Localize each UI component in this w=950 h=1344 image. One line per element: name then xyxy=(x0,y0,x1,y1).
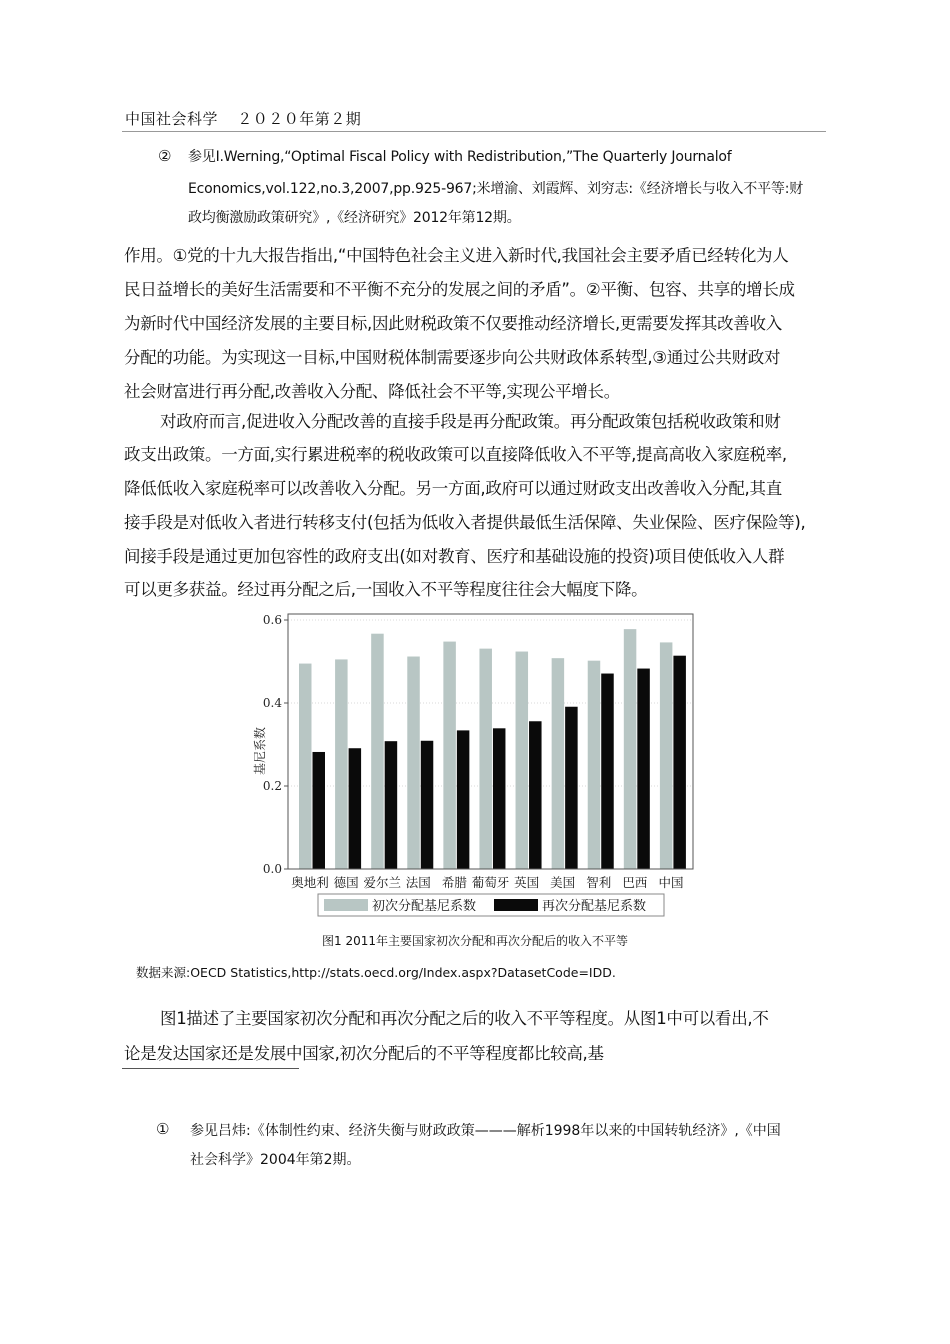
bar-secondary-10 xyxy=(673,656,686,869)
bar-secondary-5 xyxy=(493,728,506,869)
x-tick-label: 葡萄牙 xyxy=(471,875,510,890)
bar-primary-1 xyxy=(335,659,348,869)
x-tick-label: 英国 xyxy=(514,875,540,890)
para2-line-3: 降低低收入家庭税率可以改善收入分配。另一方面,政府可以通过财政支出改善收入分配,其直 xyxy=(124,479,782,498)
x-tick-label: 智利 xyxy=(586,875,612,890)
para1-line-1: 作用。①党的十九大报告指出,“中国特色社会主义进入新时代,我国社会主要矛盾已经转化为人 xyxy=(124,246,789,265)
y-tick-label: 0.4 xyxy=(262,696,282,710)
para2-line-4: 接手段是对低收入者进行转移支付(包括为低收入者提供最低生活保障、失业保险、医疗保险等), xyxy=(124,513,806,532)
footnote-top-mark: ② xyxy=(158,147,172,165)
bar-secondary-7 xyxy=(565,707,578,869)
bar-secondary-0 xyxy=(313,752,326,869)
para2-line-1: 对政府而言,促进收入分配改善的直接手段是再分配政策。再分配政策包括税收政策和财 xyxy=(160,412,781,431)
footnote-rule xyxy=(122,1068,299,1069)
para1-line-4: 分配的功能。为实现这一目标,中国财税体制需要逐步向公共财政体系转型,③通过公共财政对 xyxy=(124,348,781,367)
x-tick-label: 希腊 xyxy=(441,875,467,890)
journal-name: 中国社会科学 xyxy=(125,110,219,128)
bar-primary-2 xyxy=(371,634,384,869)
bar-primary-6 xyxy=(516,652,529,869)
y-tick-label: 0.2 xyxy=(262,779,282,793)
legend-swatch xyxy=(494,899,538,911)
para2-line-6: 可以更多获益。经过再分配之后,一国收入不平等程度往往会大幅度下降。 xyxy=(124,580,648,599)
bar-secondary-2 xyxy=(385,741,398,869)
bar-secondary-1 xyxy=(349,748,362,869)
bar-primary-8 xyxy=(588,661,601,869)
gini-bar-chart xyxy=(250,606,700,922)
x-tick-label: 巴西 xyxy=(622,875,648,890)
x-tick-label: 德国 xyxy=(333,875,359,890)
x-tick-label: 美国 xyxy=(550,875,576,890)
footnote-top-line-3: 政均衡激励政策研究》,《经济研究》2012年第12期。 xyxy=(188,210,521,226)
chart-legend xyxy=(318,894,664,916)
y-tick-label: 0.0 xyxy=(262,862,282,876)
y-tick-label: 0.6 xyxy=(262,613,282,627)
bar-primary-3 xyxy=(407,657,420,869)
bar-secondary-6 xyxy=(529,721,542,869)
para1-line-2: 民日益增长的美好生活需要和不平衡不充分的发展之间的矛盾”。②平衡、包容、共享的增长成 xyxy=(124,280,795,299)
para3-line-1: 图1描述了主要国家初次分配和再次分配之后的收入不平等程度。从图1中可以看出,不 xyxy=(160,1009,769,1028)
footnote-bottom-mark: ① xyxy=(156,1120,170,1138)
bar-primary-9 xyxy=(624,629,637,869)
x-tick-label: 法国 xyxy=(405,875,431,890)
para1-line-5: 社会财富进行再分配,改善收入分配、降低社会不平等,实现公平增长。 xyxy=(124,382,620,401)
footnote-bottom-line-1: 参见吕炜:《体制性约束、经济失衡与财政政策———解析1998年以来的中国转轨经济》,《中国 xyxy=(190,1123,781,1139)
x-tick-label: 奥地利 xyxy=(291,875,329,890)
figure-source: 数据来源:OECD Statistics,http://stats.oecd.org/Index.aspx?DatasetCode=IDD. xyxy=(136,965,616,980)
bar-secondary-8 xyxy=(601,674,614,869)
issue-label: ２０２０年第２期 xyxy=(237,110,362,128)
para3-line-2: 论是发达国家还是发展中国家,初次分配后的不平等程度都比较高,基 xyxy=(124,1044,604,1063)
bar-primary-10 xyxy=(660,642,673,869)
legend-swatch xyxy=(324,899,368,911)
bar-primary-4 xyxy=(443,642,456,869)
bar-primary-7 xyxy=(552,658,565,869)
legend-label: 再次分配基尼系数 xyxy=(542,899,647,914)
footnote-top-line-1: 参见I.Werning,“Optimal Fiscal Policy with Redistribution,”The Quarterly Journalof xyxy=(188,149,732,165)
bar-primary-5 xyxy=(479,649,492,869)
legend-label: 初次分配基尼系数 xyxy=(372,899,477,914)
footnote-bottom-line-2: 社会科学》2004年第2期。 xyxy=(190,1152,361,1168)
bar-primary-0 xyxy=(299,664,312,869)
footnote-top-line-2: Economics,vol.122,no.3,2007,pp.925-967;米增渝、刘霞辉、刘穷志:《经济增长与收入不平等:财 xyxy=(188,181,804,197)
para2-line-5: 间接手段是通过更加包容性的政府支出(如对教育、医疗和基础设施的投资)项目使低收入人群 xyxy=(124,547,785,566)
bar-secondary-4 xyxy=(457,730,470,869)
running-header xyxy=(125,108,361,129)
bar-secondary-3 xyxy=(421,741,434,869)
para2-line-2: 政支出政策。一方面,实行累进税率的税收政策可以直接降低收入不平等,提高高收入家庭税率, xyxy=(124,445,787,464)
figure-caption: 图1 2011年主要国家初次分配和再次分配后的收入不平等 xyxy=(322,934,628,948)
bars-layer xyxy=(299,629,686,869)
para1-line-3: 为新时代中国经济发展的主要目标,因此财税政策不仅要推动经济增长,更需要发挥其改善收入 xyxy=(124,314,782,333)
y-axis-label: 基尼系数 xyxy=(253,726,267,776)
x-tick-label: 爱尔兰 xyxy=(363,875,401,890)
header-rule xyxy=(122,131,826,132)
bar-secondary-9 xyxy=(637,669,650,869)
x-tick-label: 中国 xyxy=(658,875,684,890)
